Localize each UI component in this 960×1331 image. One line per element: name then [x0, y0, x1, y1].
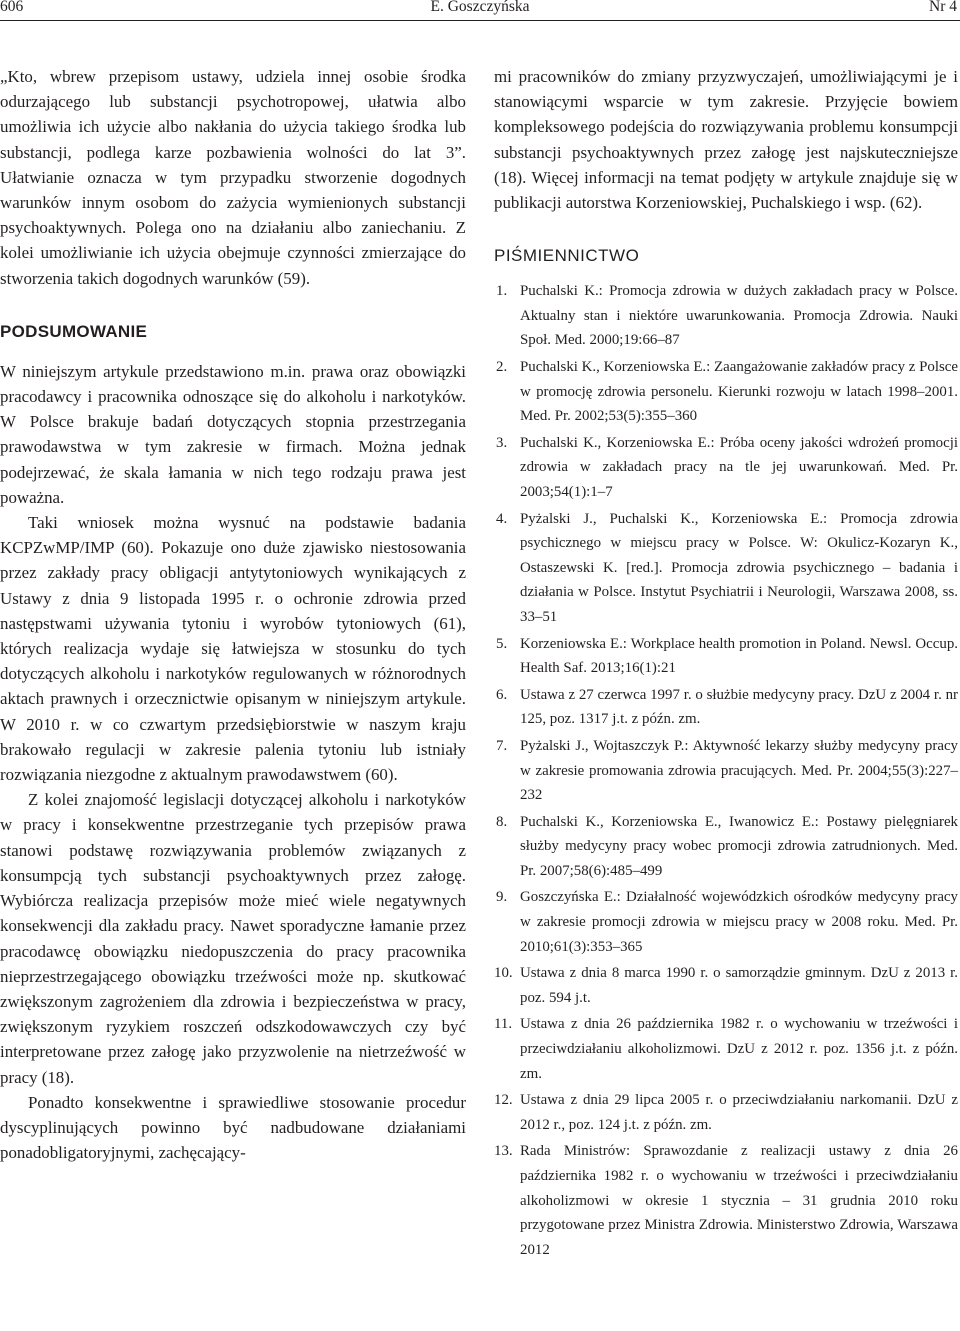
references-title: PIŚMIENNICTWO — [494, 246, 640, 266]
summary-paragraph-3: Z kolei znajomość legislacji dotyczącej alkoholu i narkotyków w pracy i konsekwentne przestrzeganie tych przepisów prawa stanowi podstawę rozwiązywania problemów związanych z konsumpcją tych substancji psychoaktywnych przez załogę. Wybiórcza realizacja przepisów może mieć wiele negatywnych konsekwencji dla zakładu pracy. Nawet sporadyczne łamanie przez pracodawcę obowiązku niedopuszczenia do pracy pracownika nieprzestrzegającego obowiązku trzeźwości może np. skutkować zwiększonym zagrożeniem dla zdrowia i bezpieczeństwa w pracy, zwiększonym ryzykiem roszczeń odszkodowawczych czy być interpretowane przez załogę jako przyzwolenie na nietrzeźwość w pracy (18). — [0, 790, 466, 1087]
reference-number: 4. — [496, 510, 508, 527]
reference-item — [494, 431, 958, 505]
reference-text: Pyżalski J., Puchalski K., Korzeniowska E.: Promocja zdrowia psychicznego w miejscu pracy w Polsce. W: Okulicz-Kozaryn K., Ostaszewski K. [red.]. Promocja zdrowia psychicznego – badania i działania w Polsce. Instytut Psychiatrii i Neurologii, Warszawa 2008, ss. 33–51 — [520, 510, 958, 625]
reference-text: Ustawa z dnia 26 października 1982 r. o wychowaniu w trzeźwości i przeciwdziałaniu alkoholizmowi. DzU z 2012 r. poz. 1356 j.t. z późn. zm. — [520, 1016, 958, 1082]
header-rule — [0, 20, 960, 21]
reference-item — [494, 279, 958, 353]
page-number: 606 — [0, 0, 24, 15]
reference-number: 9. — [496, 889, 508, 906]
reference-text: Pyżalski J., Wojtaszczyk P.: Aktywność lekarzy służby medycyny pracy w zakresie promowania zdrowia pracujących. Med. Pr. 2004;55(3):227–232 — [520, 737, 958, 804]
reference-text: Korzeniowska E.: Workplace health promotion in Poland. Newsl. Occup. Health Saf. 2013;16(1):21 — [520, 635, 958, 677]
reference-number: 5. — [496, 635, 508, 652]
reference-number: 10. — [494, 965, 513, 982]
reference-item — [494, 1012, 958, 1086]
issue-number: Nr 4 — [929, 0, 957, 15]
reference-item — [494, 632, 958, 681]
reference-text: Ustawa z dnia 29 lipca 2005 r. o przeciwdziałaniu narkomanii. DzU z 2012 r., poz. 124 j.t. z późn. zm. — [520, 1092, 958, 1133]
reference-item — [494, 885, 958, 959]
reference-text: Puchalski K.: Promocja zdrowia w dużych zakładach pracy w Polsce. Aktualny stan i niektóre uwarunkowania. Promocja Zdrowia. Nauki Społ. Med. 2000;19:66–87 — [520, 283, 958, 349]
reference-text: Puchalski K., Korzeniowska E.: Próba oceny jakości wdrożeń promocji zdrowia w zakładach pracy na tle jej uwarunkowań. Med. Pr. 2003;54(1):1–7 — [520, 434, 958, 500]
summary-paragraph-1: W niniejszym artykule przedstawiono m.in. prawa oraz obowiązki pracodawcy i pracownika odnoszące się do alkoholu i narkotyków. W Polsce brakuje badań dotyczących stopnia przestrzegania prawodawstwa w tym zakresie w firmach. Można jednak podejrzewać, że skala łamania w nich tego rodzaju prawa jest poważna. — [0, 361, 466, 507]
reference-number: 13. — [494, 1143, 513, 1160]
reference-number: 11. — [494, 1016, 513, 1033]
reference-item — [494, 1088, 958, 1137]
reference-item — [494, 1139, 958, 1262]
references-list — [494, 279, 958, 1262]
reference-text: Goszczyńska E.: Działalność wojewódzkich ośrodków medycyny pracy w zakresie promocji zdrowia w miejscu pracy w 2008 roku. Med. Pr. 2010;61(3):353–365 — [520, 889, 958, 955]
reference-text: Puchalski K., Korzeniowska E., Iwanowicz E.: Postawy pielęgniarek służby medycyny pracy wobec promocji zdrowia zatrudnionych. Med. Pr. 2007;58(6):485–499 — [520, 813, 958, 879]
reference-item — [494, 355, 958, 429]
reference-text: Puchalski K., Korzeniowska E.: Zaangażowanie zakładów pracy z Polsce w promocję zdrowia personelu. Kierunki rozwoju w latach 1998–2001. Med. Pr. 2002;53(5):355–360 — [520, 359, 958, 425]
left-column — [0, 64, 466, 1165]
reference-text: Ustawa z 27 czerwca 1997 r. o służbie medycyny pracy. DzU z 2004 r. nr 125, poz. 1317 j.t. z późn. zm. — [520, 686, 958, 728]
reference-number: 8. — [496, 813, 508, 830]
page-header — [0, 0, 960, 20]
reference-item — [494, 734, 958, 808]
reference-item — [494, 683, 958, 732]
summary-paragraph-2: Taki wniosek można wysnuć na podstawie badania KCPZwMP/IMP (60). Pokazuje ono duże zjawisko niestosowania przez zakłady pracy obligacji antytytoniowych wynikających z Ustawy z dnia 9 listopada 1995 r. o ochronie zdrowia przed następstwami używania tytoniu i wyrobów tytoniowych (61), których realizacja wydaje się łatwiejsza w stosunku do tych dotyczących alkoholu i narkotyków regulowanych w różnorodnych aktach prawnych i orzecznictwie opisanym w niniejszym artykule. W 2010 r. w co czwartym przedsiębiorstwie w naszym kraju brakowało regulacji w zakresie palenia tytoniu lub istniały rozwiązania niezgodne z aktualnym prawodawstwem (60). — [0, 513, 466, 785]
reference-text: Ustawa z dnia 8 marca 1990 r. o samorządzie gminnym. DzU z 2013 r. poz. 594 j.t. — [520, 965, 958, 1006]
section-title: PODSUMOWANIE — [0, 321, 148, 341]
running-title: E. Goszczyńska — [430, 0, 530, 15]
reference-number: 12. — [494, 1092, 513, 1109]
reference-item — [494, 507, 958, 630]
reference-number: 7. — [496, 737, 508, 754]
reference-number: 6. — [496, 686, 508, 703]
quote-paragraph: „Kto, wbrew przepisom ustawy, udziela innej osobie środka odurzającego lub substancji psychotropowej, ułatwia albo umożliwia ich użycie albo nakłania do użycia takiego środka lub substancji, podlega karze pozbawienia wolności do lat 3”. Ułatwianie oznacza w tym przypadku stworzenie dogodnych warunków innym osobom do zażycia wymienionych substancji psychoaktywnych. Polega ono na działaniu albo zaniechaniu. Z kolei umożliwianie ich użycia obejmuje czynności zmierzające do stworzenia takich dogodnych warunków (59). — [0, 67, 466, 288]
reference-number: 3. — [496, 434, 508, 451]
reference-number: 1. — [496, 283, 508, 300]
continued-paragraph: mi pracowników do zmiany przyzwyczajeń, umożliwiającymi je i stanowiącymi wsparcie w tym zakresie. Przyjęcie bowiem kompleksowego podejścia do rozwiązywania problemu konsumpcji substancji psychoaktywnych przez załogę jest najskuteczniejsze (18). Więcej informacji na temat podjęty w artykule znajduje się w publikacji autorstwa Korzeniowskiej, Puchalskiego i wsp. (62). — [494, 67, 958, 213]
reference-text: Rada Ministrów: Sprawozdanie z realizacji ustawy z dnia 26 października 1982 r. o wychowaniu w trzeźwości i przeciwdziałaniu alkoholizmowi w okresie 1 stycznia – 31 grudnia 2010 roku przygotowane przez Ministra Zdrowia. Ministerstwo Zdrowia, Warszawa 2012 — [520, 1143, 958, 1258]
right-column — [494, 64, 958, 1264]
reference-number: 2. — [496, 359, 508, 375]
reference-item — [494, 810, 958, 884]
summary-paragraph-4: Ponadto konsekwentne i sprawiedliwe stosowanie procedur dyscyplinujących powinno być nadbudowane działaniami ponadobligatoryjnymi, zachęcający- — [0, 1092, 466, 1163]
reference-item — [494, 961, 958, 1010]
